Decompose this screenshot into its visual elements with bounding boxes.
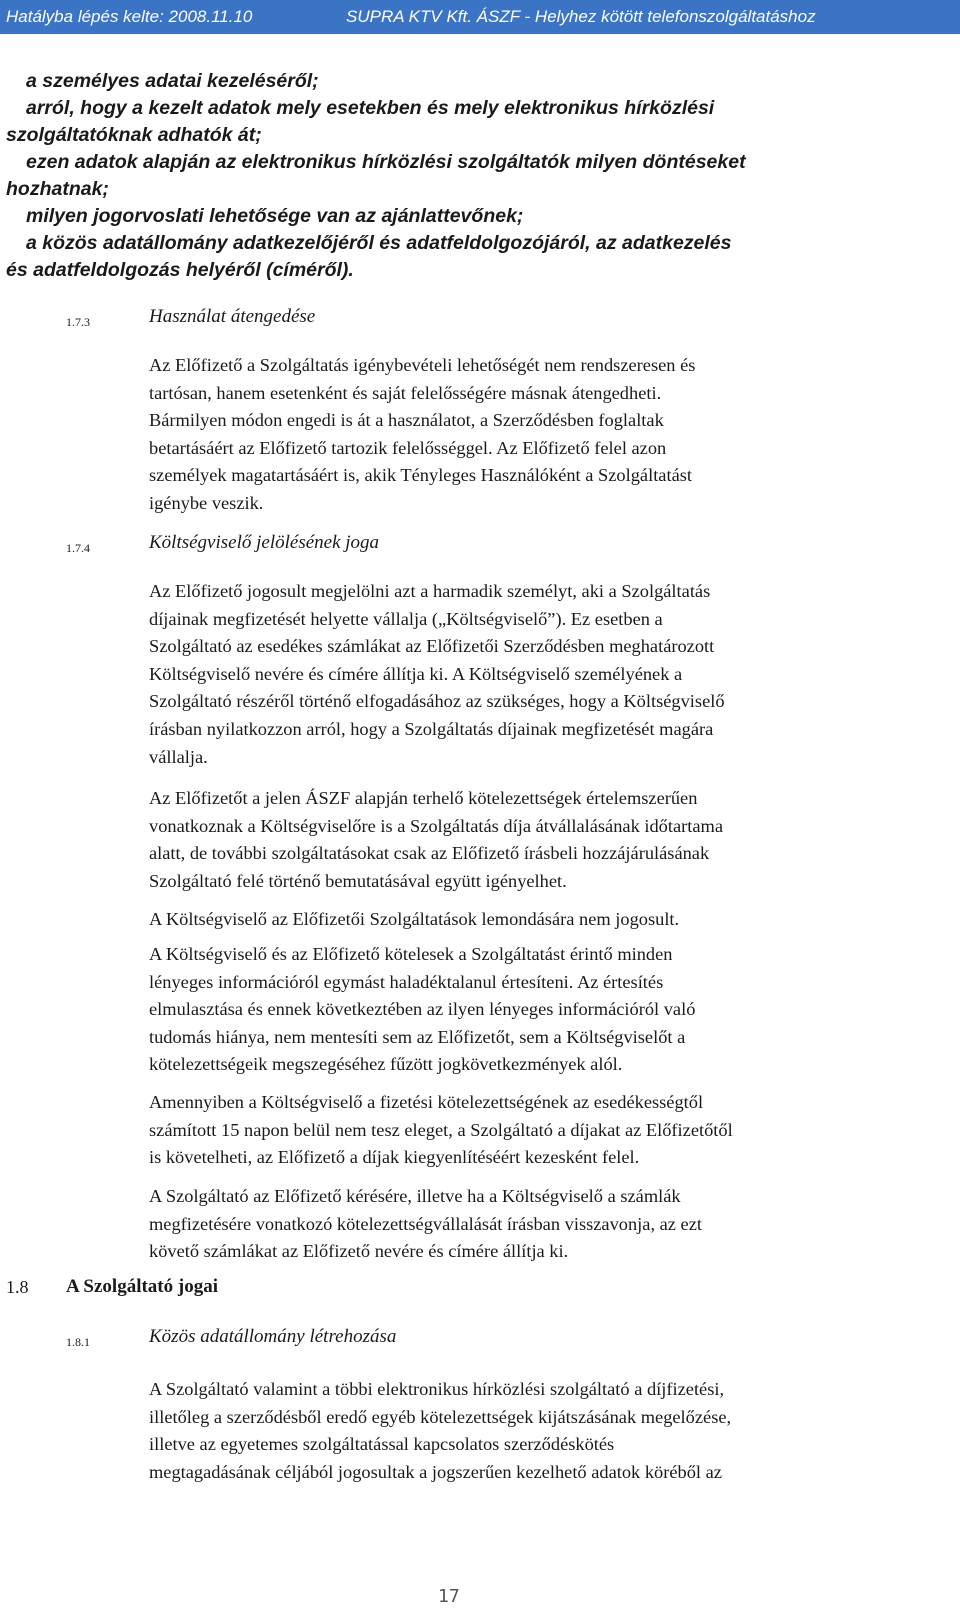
paragraph-line: lényeges információról egymást haladéktalanul értesíteni. Az értesítés	[149, 971, 664, 992]
paragraph-line: díjainak megfizetését helyette vállalja („Költségviselő”). Ez esetben a	[149, 608, 663, 629]
section-number: 1.7.3	[66, 315, 90, 329]
section-title: Költségviselő jelölésének joga	[149, 532, 380, 553]
intro-line: ezen adatok alapján az elektronikus hírközlési szolgáltatók milyen döntéseket	[26, 151, 746, 173]
page-header	[0, 0, 960, 34]
paragraph-line: A Költségviselő az Előfizetői Szolgáltatások lemondására nem jogosult.	[149, 909, 680, 929]
paragraph-line: A Költségviselő és az Előfizető kötelesek a Szolgáltatást érintő minden	[149, 944, 673, 964]
paragraph-line: Szolgáltató az esedékes számlákat az Előfizetői Szerződésben meghatározott	[149, 636, 715, 657]
paragraph-line: tudomás hiánya, nem mentesíti sem az Előfizetőt, sem a Költségviselőt a	[149, 1026, 686, 1047]
paragraph-line: tartósan, hanem esetenként és saját felelősségére másnak átengedheti.	[149, 382, 662, 403]
section-title: Közös adatállomány létrehozása	[149, 1326, 397, 1347]
paragraph-line: kötelezettségeik megszegéséhez fűzött jogkövetkezmények alól.	[149, 1054, 623, 1075]
paragraph	[149, 941, 941, 1079]
paragraph	[149, 785, 941, 895]
page-number: 17	[438, 1586, 460, 1607]
paragraph-line: követő számlákat az Előfizető nevére és címére állítja ki.	[149, 1241, 569, 1262]
header-document-title: SUPRA KTV Kft. ÁSZF - Helyhez kötött telefonszolgáltatáshoz	[346, 7, 816, 26]
paragraph	[149, 578, 941, 771]
paragraph-line: elmulasztása és ennek következtében az ilyen lényeges információról való	[149, 999, 696, 1020]
paragraph-line: írásban nyilatkozzon arról, hogy a Szolgáltatás díjainak megfizetését magára	[149, 718, 714, 739]
intro-line: arról, hogy a kezelt adatok mely esetekben és mely elektronikus hírközlési	[26, 97, 715, 119]
paragraph-line: személyek magatartásáért is, akik Tényleges Használóként a Szolgáltatást	[149, 465, 692, 486]
paragraph-line: Amennyiben a Költségviselő a fizetési kötelezettségének az esedékességtől	[149, 1092, 704, 1112]
paragraph-line: számított 15 napon belül nem tesz eleget, a Szolgáltató a díjakat az Előfizetőtől	[149, 1119, 733, 1140]
section-number: 1.7.4	[66, 541, 90, 555]
paragraph-line: Az Előfizető a Szolgáltatás igénybevételi lehetőségét nem rendszeresen és	[149, 355, 696, 375]
intro-line: a személyes adatai kezeléséről;	[26, 70, 319, 92]
paragraph-line: Bármilyen módon engedi is át a használatot, a Szerződésben foglaltak	[149, 410, 664, 431]
paragraph-line: betartásáért az Előfizető tartozik felelősséggel. Az Előfizető felel azon	[149, 437, 667, 458]
intro-line: milyen jogorvoslati lehetősége van az ajánlattevőnek;	[26, 205, 524, 227]
paragraph-line: Az Előfizető jogosult megjelölni azt a harmadik személyt, aki a Szolgáltatás	[149, 581, 711, 601]
intro-line: szolgáltatóknak adhatók át;	[6, 124, 262, 146]
paragraph	[149, 1376, 941, 1486]
paragraph-line: Az Előfizetőt a jelen ÁSZF alapján terhelő kötelezettségek értelemszerűen	[149, 788, 698, 808]
intro-list	[6, 68, 951, 284]
chapter-number: 1.8	[6, 1277, 29, 1297]
intro-line: hozhatnak;	[6, 178, 109, 200]
paragraph	[149, 1089, 941, 1172]
paragraph-line: Költségviselő nevére és címére állítja ki. A Költségviselő személyének a	[149, 663, 683, 684]
paragraph-line: Szolgáltató részéről történő elfogadásához az szükséges, hogy a Költségviselő	[149, 691, 725, 712]
paragraph-line: vonatkoznak a Költségviselőre is a Szolgáltatás díja átvállalásának időtartama	[149, 815, 723, 836]
paragraph-line: A Szolgáltató az Előfizető kérésére, illetve ha a Költségviselő a számlák	[149, 1186, 681, 1206]
section-title: Használat átengedése	[149, 306, 316, 327]
paragraph-line: vállalja.	[149, 746, 208, 767]
paragraph-line: megfizetésére vonatkozó kötelezettségvállalását írásban visszavonja, az ezt	[149, 1213, 702, 1234]
intro-line: a közös adatállomány adatkezelőjéről és adatfeldolgozójáról, az adatkezelés	[26, 232, 732, 254]
paragraph-line: megtagadásának céljából jogosultak a jogszerűen kezelhető adatok köréből az	[149, 1461, 722, 1482]
section-number: 1.8.1	[66, 1335, 90, 1349]
paragraph	[149, 1183, 941, 1266]
paragraph-line: illetőleg a szerződésből eredő egyéb kötelezettségek kijátszásának megelőzése,	[149, 1406, 732, 1427]
paragraph-line: is követelheti, az Előfizető a díjak kiegyenlítéséért kezesként felel.	[149, 1147, 640, 1168]
paragraph-line: alatt, de további szolgáltatásokat csak az Előfizető írásbeli hozzájárulásának	[149, 843, 710, 864]
paragraph-line: A Szolgáltató valamint a többi elektronikus hírközlési szolgáltató a díjfizetési,	[149, 1379, 725, 1399]
paragraph-line: igénybe veszik.	[149, 492, 264, 513]
paragraph	[149, 352, 941, 518]
chapter-title: A Szolgáltató jogai	[66, 1276, 218, 1297]
header-effective-date: Hatályba lépés kelte: 2008.11.10	[6, 7, 253, 26]
paragraph-line: illetve az egyetemes szolgáltatással kapcsolatos szerződéskötés	[149, 1434, 615, 1455]
paragraph	[149, 906, 941, 934]
paragraph-line: Szolgáltató felé történő bemutatásával együtt igényelhet.	[149, 870, 567, 891]
intro-line: és adatfeldolgozás helyéről (címéről).	[6, 259, 354, 281]
